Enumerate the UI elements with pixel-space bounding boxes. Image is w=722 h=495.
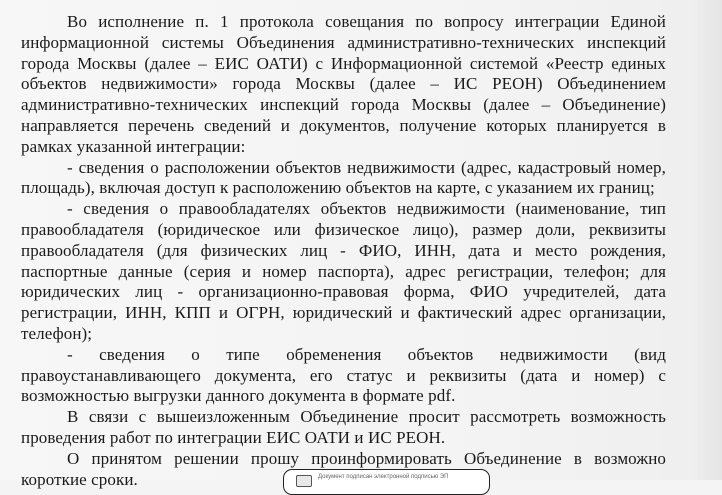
stamp-text: Документ подписан электронной подписью ЭП (318, 474, 449, 480)
paragraph-closing: О принятом решении прошу проинформировать Объединение в возможно короткие сроки. (21, 448, 666, 489)
list-item-location: - сведения о расположении объектов недвижимости (адрес, кадастровый номер, площадь), включая доступ к расположению объектов на карте, с указанием их границ; (21, 157, 666, 198)
paragraph-intro: Во исполнение п. 1 протокола совещания по вопросу интеграции Единой информационной системы Объединения административно-технических инспекций города Москвы (далее – ЕИС ОАТИ) с Информационной системой «Реестр единых объектов недвижимости» города Москвы (далее – ИС РЕОН) Объединением административно-технических инспекций города Москвы (далее – Объединение) направляется перечень сведений и документов, получение которых планируется в рамках указанной интеграции: (21, 12, 666, 156)
page-edge-shadow (692, 0, 722, 480)
list-item-owners: - сведения о правообладателях объектов недвижимости (наименование, тип правообладателя (юридическое или физическое лицо), размер доли, реквизиты правообладателя (для физических лиц - ФИО, ИНН, дата и место рождения, паспортные данные (серия и номер паспорта), адрес регистрации, телефон; для юридических лиц - организационно-правовая форма, ФИО учредителей, дата регистрации, ИНН, КПП и ОГРН, юридический и фактический адрес организации, телефон); (21, 199, 666, 343)
list-item-encumbrance: - сведения о типе обременения объектов недвижимости (вид правоустанавливающего документа, его статус и реквизиты (дата и номер) с возможностью выгрузки данного документа в формате pdf. (21, 344, 666, 406)
electronic-signature-stamp (283, 469, 490, 495)
signature-icon (296, 475, 312, 487)
document-body (21, 12, 666, 490)
paragraph-request: В связи с вышеизложенным Объединение просит рассмотреть возможность проведения работ по интеграции ЕИС ОАТИ и ИС РЕОН. (21, 407, 666, 447)
